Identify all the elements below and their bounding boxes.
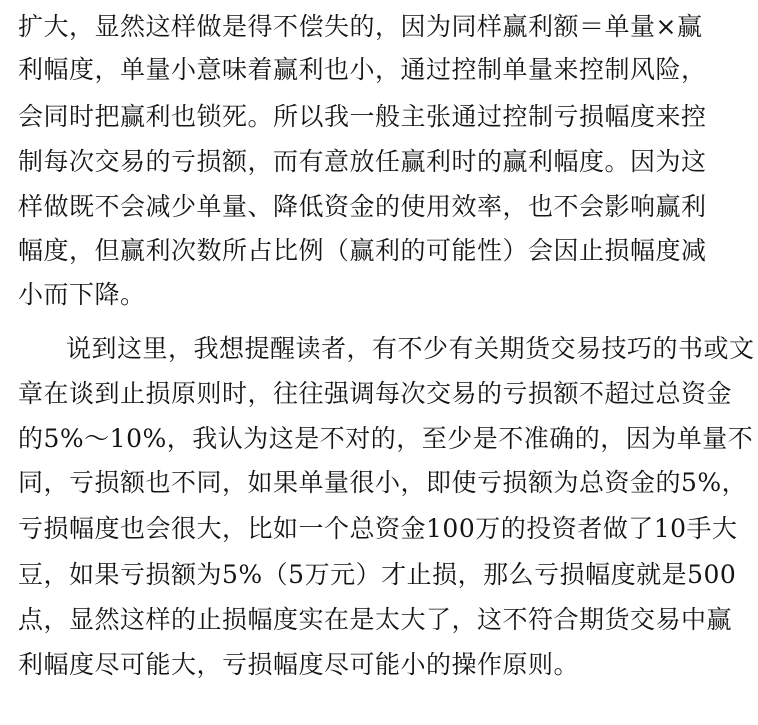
text-line: 会同时把赢利也锁死。所以我一般主张通过控制亏损幅度来控 [18, 102, 707, 131]
text-line: 利幅度尽可能大，亏损幅度尽可能小的操作原则。 [18, 650, 580, 679]
text-line: 利幅度，单量小意味着赢利也小，通过控制单量来控制风险， [18, 55, 707, 84]
text-line: 小而下降。 [18, 280, 146, 309]
text-line: 章在谈到止损原则时，往往强调每次交易的亏损额不超过总资金 [18, 379, 733, 408]
text-line: 幅度，但赢利次数所占比例（赢利的可能性）会因止损幅度减 [18, 236, 707, 265]
text-line: 样做既不会减少单量、降低资金的使用效率，也不会影响赢利 [18, 192, 707, 221]
text-line: 制每次交易的亏损额，而有意放任赢利时的赢利幅度。因为这 [18, 147, 707, 176]
text-line: 的5%～10%，我认为这是不对的，至少是不准确的，因为单量不 [18, 424, 754, 453]
text-line: 亏损幅度也会很大，比如一个总资金100万的投资者做了10手大 [18, 514, 738, 543]
text-line: 点，显然这样的止损幅度实在是太大了，这不符合期货交易中赢 [18, 605, 733, 634]
text-line: 豆，如果亏损额为5%（5万元）才止损，那么亏损幅度就是500 [18, 560, 737, 589]
text-line: 说到这里，我想提醒读者，有不少有关期货交易技巧的书或文 [66, 334, 755, 363]
text-line: 扩大，显然这样做是得不偿失的，因为同样赢利额＝单量×赢 [18, 12, 703, 41]
text-line: 同，亏损额也不同，如果单量很小，即使亏损额为总资金的5%， [18, 468, 748, 497]
